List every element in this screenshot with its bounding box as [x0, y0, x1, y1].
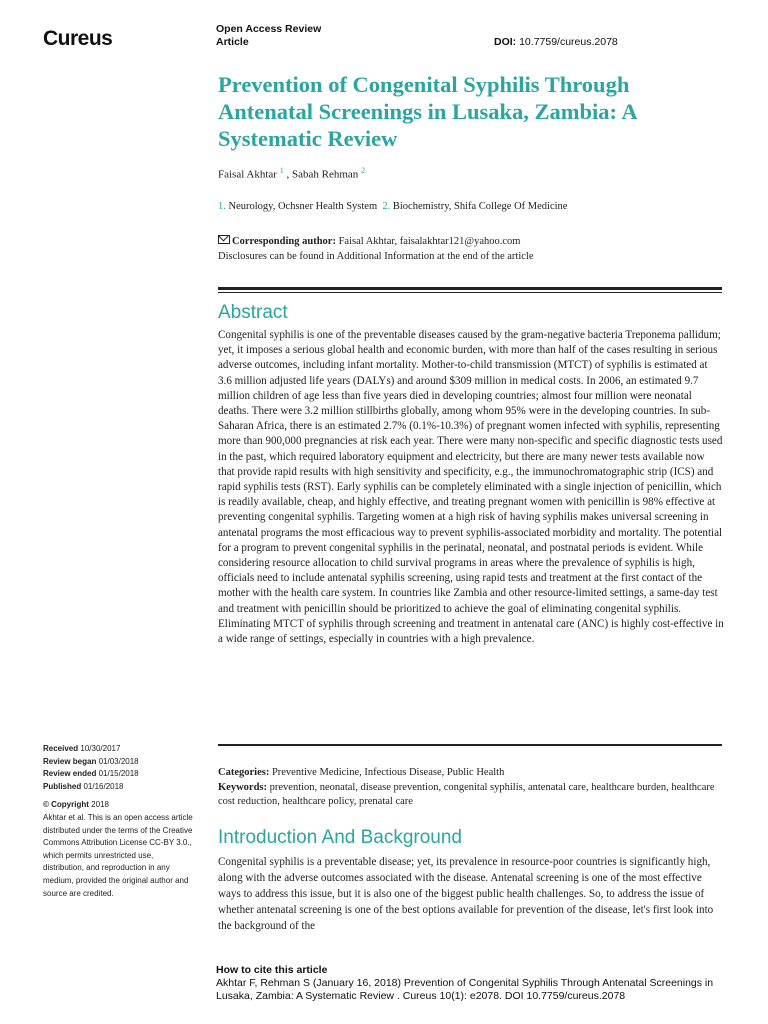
author-name[interactable]: Sabah Rehman	[291, 168, 359, 181]
doi	[494, 36, 618, 48]
abstract-heading: Abstract	[218, 302, 288, 323]
author-affiliation-ref[interactable]: 2	[361, 166, 366, 175]
review-ended-date: Review ended 01/15/2018	[43, 769, 139, 779]
citation-footer	[216, 964, 736, 1004]
author-separator: ,	[286, 168, 292, 181]
doi-link[interactable]: 10.7759/cureus.2078	[519, 36, 618, 48]
article-type	[216, 23, 321, 49]
license-text: Akhtar et al. This is an open access article distributed under the terms of the Creative Commons Attribution License CC-BY 3.0., which permits unrestricted use, distribution, and reproduction in any medium, provided the original author and source are credited.	[43, 812, 193, 898]
article-type-line1: Open Access Review	[216, 23, 322, 35]
affiliation-number: 2.	[382, 201, 391, 212]
article-title: Prevention of Congenital Syphilis Through Antenatal Screenings in Lusaka, Zambia: A Systematic Review	[218, 72, 637, 151]
section-divider	[218, 744, 722, 746]
affiliation-number: 1.	[218, 201, 226, 212]
keywords	[218, 781, 724, 810]
introduction-heading: Introduction And Background	[218, 827, 463, 848]
cureus-logo[interactable]: Cureus	[43, 27, 113, 50]
affiliation-text: Neurology, Ochsner Health System	[228, 201, 378, 212]
abstract-text: Congenital syphilis is one of the preventable diseases caused by the gram-negative bacteria Treponema pallidum; yet, it imposes a serious global health and economic burden, with more than half of the cases resulting in serious adverse outcomes, including infant mortality. Mother-to-child transmission (MTCT) of syphilis is estimated at 3.6 million adjusted life years (DALYs) and around $309 million in medical costs. In 2006, an estimated 9.7 million children of age less than five years died in developing countries; almost four million were neonatal deaths. There were 3.2 million stillbirths globally, among whom 95% were in the developing countries. In sub-Saharan Africa, there is an estimated 2.7% (0.1%-10.3%) of pregnant women infected with syphilis, representing more than 900,000 pregnancies at risk each year. There were many non-specific and specific diagnostic tests used in the past, which required laboratory equipment and electricity, but there are many newer tests available now that provide rapid results with high sensitivity and specificity, e.g., the immunochromatographic strip (ICS) and rapid syphilis tests (RST). Early syphilis can be completely eliminated with a single injection of penicillin, which is readily available, cheap, and highly effective, and treating pregnant women with penicillin is 98% effective at preventing congenital syphilis. Targeting women at a high risk of having syphilis makes universal screening in antenatal programs the most efficacious way to prevent syphilis-associated morbidity and mortality. The potential for a program to prevent congenital syphilis in the perinatal, neonatal, and postnatal periods is evident. While considering resource allocation to child survival programs in areas where the prevalence of syphilis is high, officials need to include antenatal syphilis screening, using rapid tests and treatment at the first contact of the mother with the health care system. In countries like Zambia and other resource-limited settings, a same-day test and treatment with penicillin should be prioritized to achieve the goal of eliminating congenital syphilis. Eliminating MTCT of syphilis through screening and treatment in antenatal care (ANC) is highly cost-effective in a wide range of settings, especially in countries with a high prevalence.	[218, 329, 724, 646]
doi-label: DOI:	[494, 36, 517, 48]
keywords-label: Keywords:	[218, 781, 267, 793]
citation-label: How to cite this article	[216, 964, 328, 976]
article-type-line2: Article	[216, 36, 249, 48]
corresponding-label: Corresponding author:	[232, 236, 336, 247]
section-divider	[218, 287, 722, 293]
disclosures-note: Disclosures can be found in Additional Information at the end of the article	[218, 251, 534, 262]
corresponding-author	[218, 234, 728, 264]
review-began-date: Review began 01/03/2018	[43, 756, 139, 766]
affiliations	[218, 201, 567, 212]
author-list	[218, 166, 365, 181]
author-name[interactable]: Faisal Akhtar	[218, 168, 277, 181]
corresponding-value[interactable]: Faisal Akhtar, faisalakhtar121@yahoo.com	[338, 236, 521, 247]
keywords-value: prevention, neonatal, disease prevention, congenital syphilis, antenatal care, healthcare burden, healthcare cost reduction, healthcare policy, prenatal care	[218, 781, 715, 807]
citation-text: Akhtar F, Rehman S (January 16, 2018) Prevention of Congenital Syphilis Through Antenatal Screenings in Lusaka, Zambia: A Systematic Review . Cureus 10(1): e2078. DOI 10.7759/cureus.2078	[216, 977, 714, 1003]
categories	[218, 766, 724, 781]
author-affiliation-ref[interactable]: 1	[279, 166, 284, 175]
categories-value[interactable]: Preventive Medicine, Infectious Disease, Public Health	[271, 767, 505, 778]
mail-icon	[218, 235, 230, 244]
article-history-sidebar	[43, 743, 193, 900]
affiliation-text: Biochemistry, Shifa College Of Medicine	[392, 201, 568, 212]
received-date: Received 10/30/2017	[43, 744, 121, 753]
introduction-text: Congenital syphilis is a preventable disease; yet, its prevalence in resource-poor countries is significantly high, along with the adverse outcomes associated with the disease. Antenatal screening is one of the most effective ways to address this issue, but it is also one of the biggest public health challenges. So, to address the issue of whether antenatal screening is one of the best options available for prevention of the disease, let's first look into the background of the	[218, 856, 714, 932]
categories-keywords	[218, 766, 724, 810]
categories-label: Categories:	[218, 767, 270, 778]
published-date: Published 01/16/2018	[43, 781, 124, 791]
copyright: © Copyright 2018	[43, 800, 109, 810]
